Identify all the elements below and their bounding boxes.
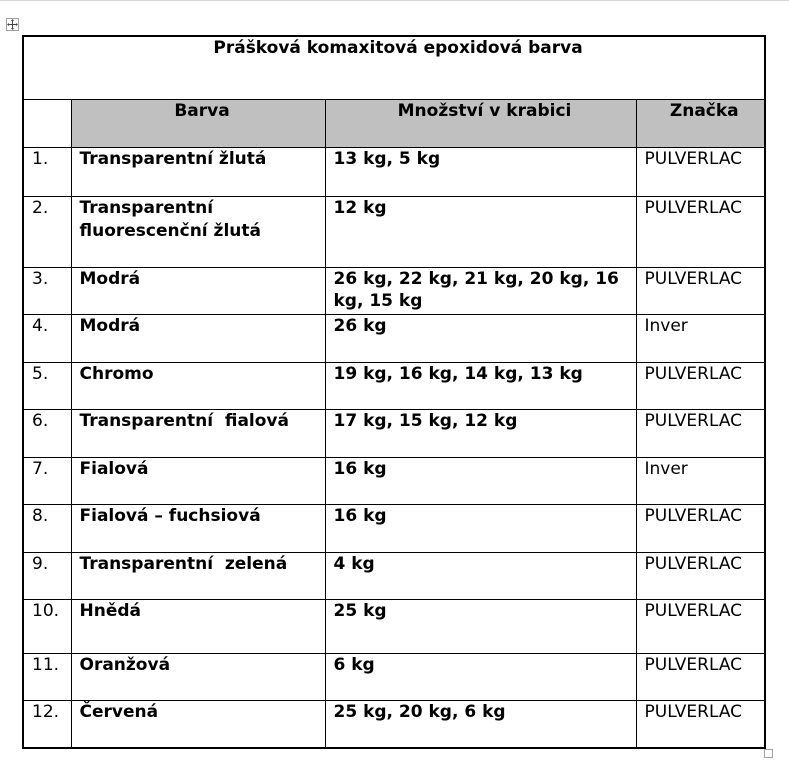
row-brand: PULVERLAC <box>636 362 765 409</box>
header-number <box>23 99 71 147</box>
row-color: Chromo <box>71 362 325 409</box>
row-number: 8. <box>23 504 71 552</box>
row-color: Fialová – fuchsiová <box>71 504 325 552</box>
row-color: Červená <box>71 700 325 748</box>
row-quantity: 16 kg <box>325 504 636 552</box>
row-quantity: 6 kg <box>325 653 636 700</box>
row-number: 5. <box>23 362 71 409</box>
table-row <box>23 196 765 267</box>
row-brand: PULVERLAC <box>636 653 765 700</box>
row-number: 6. <box>23 409 71 457</box>
table-row <box>23 362 765 409</box>
row-brand: Inver <box>636 457 765 504</box>
row-color: Transparentní fluorescenční žlutá <box>71 196 325 267</box>
row-color: Modrá <box>71 314 325 362</box>
row-quantity: 17 kg, 15 kg, 12 kg <box>325 409 636 457</box>
table-row <box>23 314 765 362</box>
table-row <box>23 653 765 700</box>
row-number: 10. <box>23 599 71 653</box>
row-quantity: 13 kg, 5 kg <box>325 147 636 196</box>
header-color: Barva <box>71 99 325 147</box>
header-row <box>23 99 765 147</box>
table-row <box>23 147 765 196</box>
row-quantity: 19 kg, 16 kg, 14 kg, 13 kg <box>325 362 636 409</box>
table-row <box>23 409 765 457</box>
row-color: Transparentní fialová <box>71 409 325 457</box>
table-row <box>23 700 765 748</box>
paint-inventory-table <box>22 35 766 749</box>
row-brand: PULVERLAC <box>636 196 765 267</box>
row-number: 3. <box>23 267 71 314</box>
table-row <box>23 599 765 653</box>
table-row <box>23 267 765 314</box>
title-row <box>23 36 765 99</box>
header-quantity: Množství v krabici <box>325 99 636 147</box>
row-brand: PULVERLAC <box>636 599 765 653</box>
row-color: Modrá <box>71 267 325 314</box>
row-quantity: 16 kg <box>325 457 636 504</box>
row-color: Transparentní žlutá <box>71 147 325 196</box>
row-number: 2. <box>23 196 71 267</box>
row-number: 7. <box>23 457 71 504</box>
row-quantity: 12 kg <box>325 196 636 267</box>
row-brand: PULVERLAC <box>636 552 765 599</box>
page-top-edge <box>0 0 789 1</box>
row-number: 4. <box>23 314 71 362</box>
row-number: 9. <box>23 552 71 599</box>
row-brand: PULVERLAC <box>636 147 765 196</box>
table-row <box>23 457 765 504</box>
row-brand: PULVERLAC <box>636 267 765 314</box>
row-brand: PULVERLAC <box>636 409 765 457</box>
row-brand: Inver <box>636 314 765 362</box>
row-number: 1. <box>23 147 71 196</box>
row-number: 12. <box>23 700 71 748</box>
row-quantity: 26 kg, 22 kg, 21 kg, 20 kg, 16 kg, 15 kg <box>325 267 636 314</box>
row-brand: PULVERLAC <box>636 700 765 748</box>
row-quantity: 25 kg <box>325 599 636 653</box>
row-quantity: 25 kg, 20 kg, 6 kg <box>325 700 636 748</box>
row-color: Hnědá <box>71 599 325 653</box>
header-brand: Značka <box>636 99 765 147</box>
row-color: Transparentní zelená <box>71 552 325 599</box>
table-title: Prášková komaxitová epoxidová barva <box>23 36 765 99</box>
table-resize-handle-icon[interactable] <box>764 749 773 758</box>
row-quantity: 26 kg <box>325 314 636 362</box>
row-color: Oranžová <box>71 653 325 700</box>
table-row <box>23 504 765 552</box>
table-row <box>23 552 765 599</box>
row-number: 11. <box>23 653 71 700</box>
row-brand: PULVERLAC <box>636 504 765 552</box>
row-color: Fialová <box>71 457 325 504</box>
table-move-handle-icon[interactable] <box>6 18 19 31</box>
row-quantity: 4 kg <box>325 552 636 599</box>
